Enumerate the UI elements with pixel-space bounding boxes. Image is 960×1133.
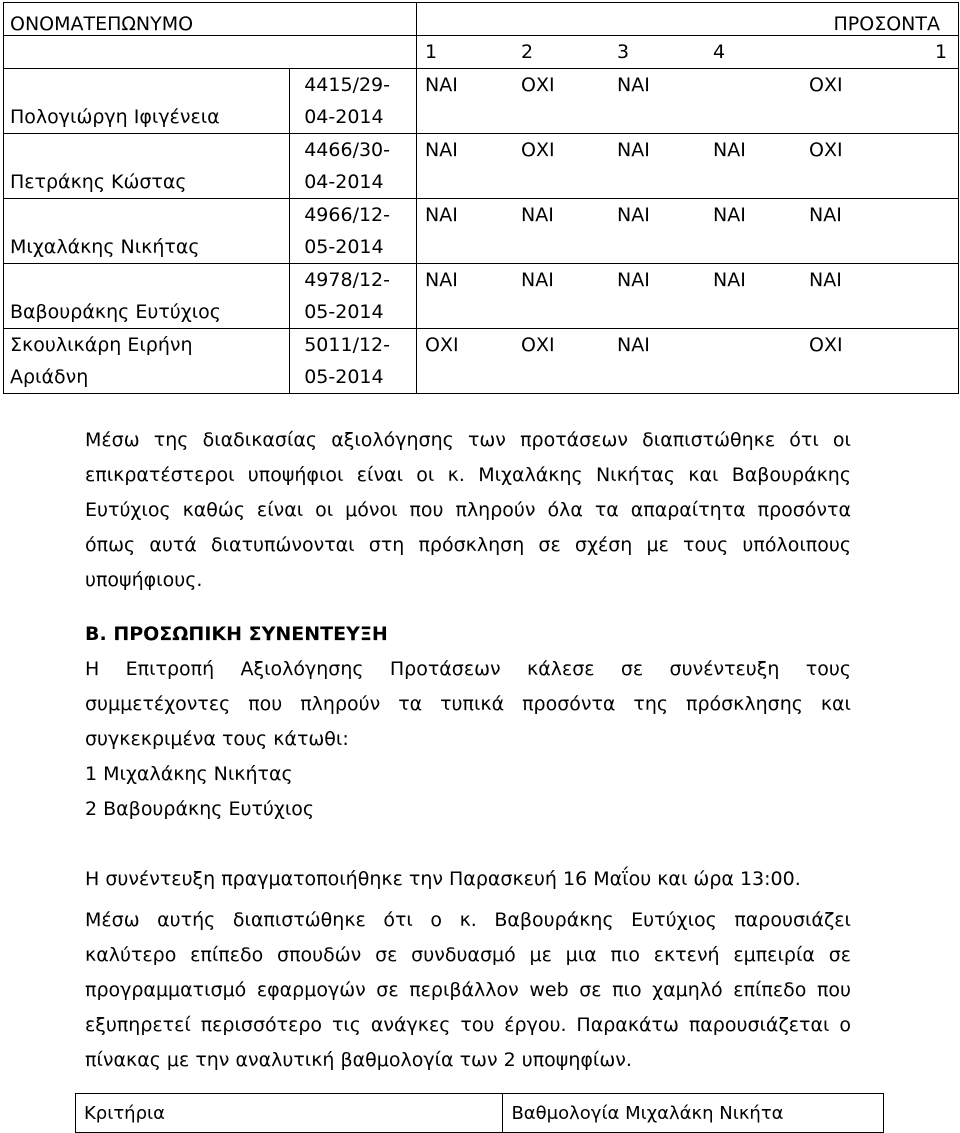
section-heading: Β. ΠΡΟΣΩΠΙΚΗ ΣΥΝΕΝΤΕΥΞΗ <box>85 623 388 645</box>
answer: ΝΑΙ <box>425 74 458 96</box>
paragraph-line: εξυπηρετεί περισσότερο τις ανάγκες του έργου. Παρακάτω παρουσιάζεται ο <box>85 1014 851 1036</box>
protocol-number: 4415/29- <box>304 74 391 96</box>
answer: ΝΑΙ <box>809 204 842 226</box>
answer: ΝΑΙ <box>425 139 458 161</box>
answer: ΝΑΙ <box>617 334 650 356</box>
paragraph-line: επικρατέστεροι υποψήφιοι είναι οι κ. Μιχαλάκης Νικήτας και Βαβουράκης <box>85 464 851 486</box>
protocol-number: 5011/12- <box>304 334 391 356</box>
evaluation-paragraph <box>85 423 851 598</box>
name-cell <box>4 329 290 394</box>
qualifications-table <box>3 2 959 394</box>
protocol-cell <box>290 329 417 394</box>
name-cell <box>4 69 290 134</box>
paragraph-line: συμμετέχοντες που πληρούν τα τυπικά προσόντα της πρόσκλησης και <box>85 693 851 715</box>
table-row <box>4 199 959 264</box>
header-name-cell <box>4 3 290 36</box>
answers-cell <box>417 264 959 329</box>
interview-list-item: 2 Βαβουράκης Ευτύχιος <box>85 798 315 820</box>
answer: ΟΧΙ <box>809 139 843 161</box>
candidate-name: Βαβουράκης Ευτύχιος <box>10 301 221 323</box>
criterion-number: 4 <box>713 41 726 63</box>
blank-cell <box>290 36 417 69</box>
answer: ΝΑΙ <box>617 139 650 161</box>
table-row <box>4 134 959 199</box>
answer: ΟΧΙ <box>809 334 843 356</box>
paragraph-line: Η Επιτροπή Αξιολόγησης Προτάσεων κάλεσε σε συνέντευξη τους <box>85 658 851 680</box>
candidate-name-continued: Αριάδνη <box>10 366 89 388</box>
name-cell <box>4 264 290 329</box>
table-header-row <box>4 3 959 36</box>
answer: ΝΑΙ <box>521 269 554 291</box>
protocol-date: 05-2014 <box>304 301 384 323</box>
criteria-column-header: Κριτήρια <box>76 1094 503 1133</box>
paragraph-line: πίνακας με την αναλυτική βαθμολογία των 2 υποψηφίων. <box>85 1049 632 1071</box>
answer: ΝΑΙ <box>713 204 746 226</box>
section-b <box>85 617 851 897</box>
criteria-table <box>75 1093 884 1133</box>
header-qualifications-cell <box>417 3 959 36</box>
interview-list-item: 1 Μιχαλάκης Νικήτας <box>85 763 293 785</box>
conclusion-paragraph <box>85 903 851 1078</box>
protocol-date: 04-2014 <box>304 106 384 128</box>
criterion-number: 2 <box>521 41 534 63</box>
interview-date-line: Η συνέντευξη πραγματοποιήθηκε την Παρασκευή 16 Μαΐου και ώρα 13:00. <box>85 868 801 890</box>
answer: ΝΑΙ <box>425 204 458 226</box>
paragraph-line: όπως αυτά διατυπώνονται στη πρόσκληση σε σχέση με τους υπόλοιπους <box>85 534 851 556</box>
paragraph-line: Μέσω της διαδικασίας αξιολόγησης των προτάσεων διαπιστώθηκε ότι οι <box>85 429 851 451</box>
answer: ΝΑΙ <box>425 269 458 291</box>
paragraph-line: συγκεκριμένα τους κάτωθι: <box>85 728 349 750</box>
answer: ΟΧΙ <box>521 334 555 356</box>
score-column-header: Βαθμολογία Μιχαλάκη Νικήτα <box>503 1094 884 1133</box>
table-row <box>4 69 959 134</box>
answer: ΝΑΙ <box>713 269 746 291</box>
blank-cell <box>4 36 290 69</box>
answers-cell <box>417 199 959 264</box>
criteria-numbers-cell <box>417 36 959 69</box>
answer: ΝΑΙ <box>617 269 650 291</box>
paragraph-line: υποψήφιους. <box>85 569 203 591</box>
protocol-date: 05-2014 <box>304 236 384 258</box>
candidate-name: Πολογιώργη Ιφιγένεια <box>10 106 220 128</box>
protocol-cell <box>290 264 417 329</box>
paragraph-line: Μέσω αυτής διαπιστώθηκε ότι ο κ. Βαβουράκης Ευτύχιος παρουσιάζει <box>85 909 851 931</box>
candidate-name: Μιχαλάκης Νικήτας <box>10 236 200 258</box>
protocol-cell <box>290 69 417 134</box>
table-row <box>4 329 959 394</box>
criteria-number-row <box>4 36 959 69</box>
paragraph-line: προγραμματισμό εφαρμογών σε περιβάλλον web σε πιο χαμηλό επίπεδο που <box>85 979 851 1001</box>
table-row <box>4 264 959 329</box>
answer: ΟΧΙ <box>809 74 843 96</box>
candidate-name: Σκουλικάρη Ειρήνη <box>10 334 193 356</box>
paragraph-line: Ευτύχιος καθώς είναι οι μόνοι που πληρούν όλα τα απαραίτητα προσόντα <box>85 499 851 521</box>
answer: ΟΧΙ <box>521 139 555 161</box>
answer: ΟΧΙ <box>425 334 459 356</box>
protocol-number: 4466/30- <box>304 139 391 161</box>
paragraph-line: καλύτερο επίπεδο σπουδών σε συνδυασμό με μια πιο εκτενή εμπειρία σε <box>85 944 851 966</box>
criterion-number: 1 <box>425 41 438 63</box>
protocol-date: 04-2014 <box>304 171 384 193</box>
answers-cell <box>417 69 959 134</box>
protocol-number: 4966/12- <box>304 204 391 226</box>
header-name: ΟΝΟΜΑΤΕΠΩΝΥΜΟ <box>10 13 194 35</box>
criteria-table-header <box>76 1094 884 1133</box>
protocol-number: 4978/12- <box>304 269 391 291</box>
protocol-cell <box>290 134 417 199</box>
answer: ΝΑΙ <box>617 74 650 96</box>
answer: ΝΑΙ <box>713 139 746 161</box>
header-empty-cell <box>290 3 417 36</box>
answer: ΝΑΙ <box>809 269 842 291</box>
protocol-date: 05-2014 <box>304 366 384 388</box>
answers-cell <box>417 134 959 199</box>
header-qualifications: ΠΡΟΣΟΝΤΑ <box>833 13 940 35</box>
answer: ΟΧΙ <box>521 74 555 96</box>
answer: ΝΑΙ <box>617 204 650 226</box>
answers-cell <box>417 329 959 394</box>
criterion-number: 1 <box>935 41 948 63</box>
candidate-name: Πετράκης Κώστας <box>10 171 187 193</box>
protocol-cell <box>290 199 417 264</box>
name-cell <box>4 199 290 264</box>
criterion-number: 3 <box>617 41 630 63</box>
name-cell <box>4 134 290 199</box>
answer: ΝΑΙ <box>521 204 554 226</box>
